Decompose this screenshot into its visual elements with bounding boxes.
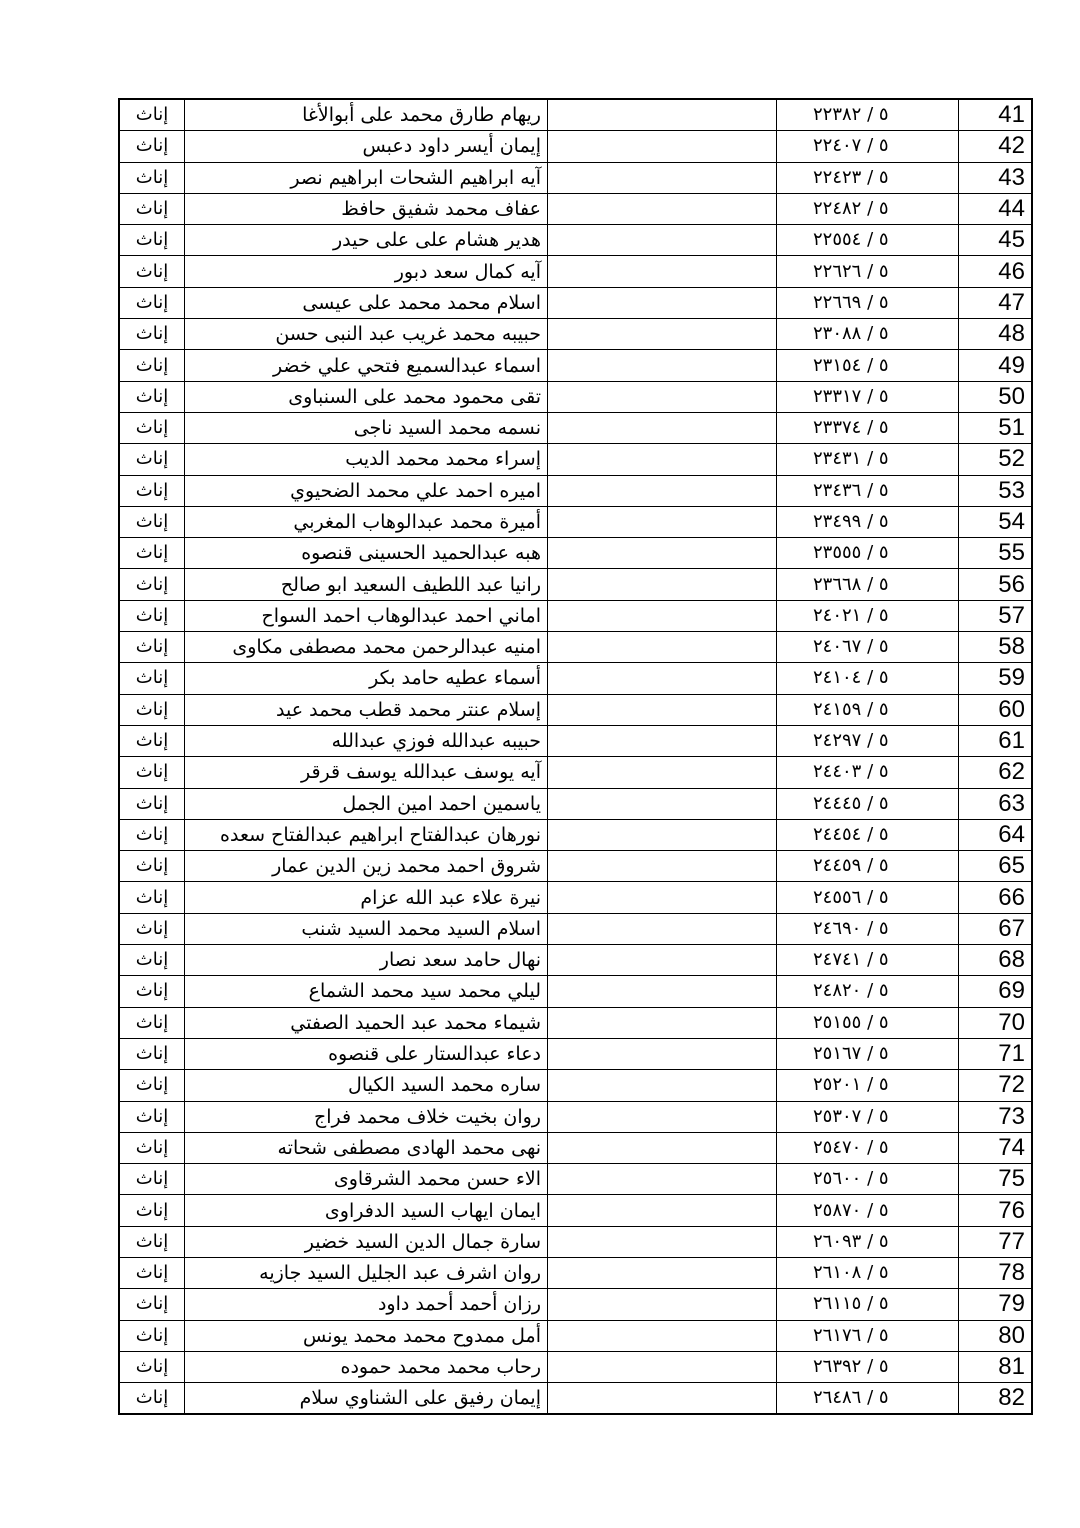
table-row [119,99,1032,131]
gender-cell: إناث [119,600,185,631]
code-cell: ٥ / ٢٦٣٩٢ [777,1351,959,1382]
table-row [119,1383,1032,1415]
row-number-cell: 45 [959,225,1033,256]
code-cell: ٥ / ٢٦١٧٦ [777,1320,959,1351]
gender-cell: إناث [119,1289,185,1320]
name-cell: أسماء عطيه حامد بكر [185,663,548,694]
blank-cell [548,1038,777,1069]
table-row [119,569,1032,600]
row-number-cell: 59 [959,663,1033,694]
gender-cell: إناث [119,945,185,976]
table-row [119,287,1032,318]
table-row [119,1289,1032,1320]
code-cell: ٥ / ٢٦٤٨٦ [777,1383,959,1415]
row-number-cell: 58 [959,632,1033,663]
code-cell: ٥ / ٢٣٥٥٥ [777,538,959,569]
table-row [119,976,1032,1007]
blank-cell [548,350,777,381]
name-cell: دعاء عبدالستار على قنصوه [185,1038,548,1069]
row-number-cell: 48 [959,319,1033,350]
code-cell: ٥ / ٢٣٣١٧ [777,381,959,412]
blank-cell [548,1351,777,1382]
code-cell: ٥ / ٢٢٦٦٩ [777,287,959,318]
row-number-cell: 54 [959,506,1033,537]
table-row [119,663,1032,694]
name-cell: الاء حسن محمد الشرقاوى [185,1164,548,1195]
gender-cell: إناث [119,225,185,256]
students-table [118,98,1033,1415]
blank-cell [548,976,777,1007]
name-cell: ياسمين احمد امين الجمل [185,788,548,819]
row-number-cell: 55 [959,538,1033,569]
gender-cell: إناث [119,131,185,162]
row-number-cell: 81 [959,1351,1033,1382]
gender-cell: إناث [119,913,185,944]
table-row [119,412,1032,443]
row-number-cell: 52 [959,444,1033,475]
blank-cell [548,1383,777,1415]
row-number-cell: 77 [959,1226,1033,1257]
gender-cell: إناث [119,694,185,725]
name-cell: نهال حامد سعد نصار [185,945,548,976]
code-cell: ٥ / ٢٤١٥٩ [777,694,959,725]
row-number-cell: 60 [959,694,1033,725]
code-cell: ٥ / ٢٢٤٠٧ [777,131,959,162]
name-cell: روان اشرف عبد الجليل السيد جازيه [185,1257,548,1288]
name-cell: اميره احمد علي محمد الضحيوي [185,475,548,506]
name-cell: إيمان رفيق على الشناوي سلام [185,1383,548,1415]
table-row [119,193,1032,224]
gender-cell: إناث [119,819,185,850]
blank-cell [548,632,777,663]
table-row [119,757,1032,788]
code-cell: ٥ / ٢٥٤٧٠ [777,1132,959,1163]
name-cell: ليلي محمد سيد محمد الشماع [185,976,548,1007]
blank-cell [548,600,777,631]
blank-cell [548,851,777,882]
code-cell: ٥ / ٢٢٦٢٦ [777,256,959,287]
code-cell: ٥ / ٢٤٢٩٧ [777,725,959,756]
table-row [119,913,1032,944]
row-number-cell: 43 [959,162,1033,193]
blank-cell [548,287,777,318]
code-cell: ٥ / ٢٤٥٥٦ [777,882,959,913]
students-table-body [119,99,1032,1414]
gender-cell: إناث [119,381,185,412]
row-number-cell: 41 [959,99,1033,131]
name-cell: إسلام عنتر محمد قطب محمد عيد [185,694,548,725]
name-cell: آيه يوسف عبدالله يوسف قرقر [185,757,548,788]
gender-cell: إناث [119,1164,185,1195]
row-number-cell: 71 [959,1038,1033,1069]
blank-cell [548,882,777,913]
code-cell: ٥ / ٢٤٤٥٩ [777,851,959,882]
row-number-cell: 61 [959,725,1033,756]
gender-cell: إناث [119,976,185,1007]
gender-cell: إناث [119,882,185,913]
blank-cell [548,945,777,976]
name-cell: نسمه محمد السيد ناجى [185,412,548,443]
gender-cell: إناث [119,1320,185,1351]
table-row [119,131,1032,162]
table-row [119,1164,1032,1195]
name-cell: عفاف محمد شفيق حافظ [185,193,548,224]
row-number-cell: 74 [959,1132,1033,1163]
code-cell: ٥ / ٢٦٠٩٣ [777,1226,959,1257]
row-number-cell: 68 [959,945,1033,976]
gender-cell: إناث [119,1351,185,1382]
table-row [119,851,1032,882]
blank-cell [548,1132,777,1163]
blank-cell [548,819,777,850]
table-row [119,1070,1032,1101]
code-cell: ٥ / ٢٣٤٩٩ [777,506,959,537]
row-number-cell: 64 [959,819,1033,850]
table-row [119,788,1032,819]
gender-cell: إناث [119,287,185,318]
row-number-cell: 79 [959,1289,1033,1320]
table-row [119,256,1032,287]
table-row [119,694,1032,725]
row-number-cell: 51 [959,412,1033,443]
row-number-cell: 70 [959,1007,1033,1038]
gender-cell: إناث [119,99,185,131]
name-cell: حبيبه عبدالله فوزي عبدالله [185,725,548,756]
gender-cell: إناث [119,1226,185,1257]
blank-cell [548,569,777,600]
code-cell: ٥ / ٢٥٦٠٠ [777,1164,959,1195]
gender-cell: إناث [119,851,185,882]
blank-cell [548,475,777,506]
code-cell: ٥ / ٢٥١٥٥ [777,1007,959,1038]
row-number-cell: 82 [959,1383,1033,1415]
gender-cell: إناث [119,663,185,694]
blank-cell [548,757,777,788]
code-cell: ٥ / ٢٣٠٨٨ [777,319,959,350]
gender-cell: إناث [119,1007,185,1038]
blank-cell [548,913,777,944]
gender-cell: إناث [119,475,185,506]
code-cell: ٥ / ٢٣١٥٤ [777,350,959,381]
table-row [119,319,1032,350]
row-number-cell: 56 [959,569,1033,600]
name-cell: أمل ممدوح محمد محمد يونس [185,1320,548,1351]
code-cell: ٥ / ٢٣٤٣١ [777,444,959,475]
table-row [119,475,1032,506]
code-cell: ٥ / ٢٥٨٧٠ [777,1195,959,1226]
gender-cell: إناث [119,569,185,600]
code-cell: ٥ / ٢٢٣٨٢ [777,99,959,131]
table-row [119,1226,1032,1257]
table-row [119,538,1032,569]
row-number-cell: 76 [959,1195,1033,1226]
name-cell: رزان أحمد أحمد داود [185,1289,548,1320]
name-cell: اسماء عبدالسميع فتحي علي خضر [185,350,548,381]
table-row [119,1038,1032,1069]
blank-cell [548,1257,777,1288]
row-number-cell: 49 [959,350,1033,381]
blank-cell [548,1195,777,1226]
name-cell: اسلام السيد محمد السيد شنب [185,913,548,944]
table-row [119,725,1032,756]
code-cell: ٥ / ٢٦١٠٨ [777,1257,959,1288]
blank-cell [548,538,777,569]
blank-cell [548,694,777,725]
table-row [119,945,1032,976]
blank-cell [548,506,777,537]
name-cell: شيماء محمد عبد الحميد الصفتي [185,1007,548,1038]
code-cell: ٥ / ٢٤٧٤١ [777,945,959,976]
name-cell: رانيا عبد اللطيف السعيد ابو صالح [185,569,548,600]
code-cell: ٥ / ٢٥٣٠٧ [777,1101,959,1132]
row-number-cell: 78 [959,1257,1033,1288]
blank-cell [548,1007,777,1038]
blank-cell [548,725,777,756]
row-number-cell: 72 [959,1070,1033,1101]
gender-cell: إناث [119,193,185,224]
gender-cell: إناث [119,1383,185,1415]
gender-cell: إناث [119,350,185,381]
code-cell: ٥ / ٢٦١١٥ [777,1289,959,1320]
code-cell: ٥ / ٢٤١٠٤ [777,663,959,694]
code-cell: ٥ / ٢٣٣٧٤ [777,412,959,443]
code-cell: ٥ / ٢٤٤٤٥ [777,788,959,819]
row-number-cell: 66 [959,882,1033,913]
row-number-cell: 65 [959,851,1033,882]
name-cell: آيه ابراهيم الشحات ابراهيم نصر [185,162,548,193]
code-cell: ٥ / ٢٤٠٢١ [777,600,959,631]
gender-cell: إناث [119,788,185,819]
name-cell: شروق احمد محمد زين الدين عمار [185,851,548,882]
blank-cell [548,381,777,412]
name-cell: ايمان ايهاب السيد الدفراوى [185,1195,548,1226]
blank-cell [548,788,777,819]
name-cell: حبيبه محمد غريب عبد النبى حسن [185,319,548,350]
code-cell: ٥ / ٢٣٤٣٦ [777,475,959,506]
gender-cell: إناث [119,162,185,193]
table-row [119,882,1032,913]
blank-cell [548,1101,777,1132]
row-number-cell: 57 [959,600,1033,631]
table-row [119,444,1032,475]
table-row [119,632,1032,663]
row-number-cell: 75 [959,1164,1033,1195]
blank-cell [548,663,777,694]
code-cell: ٥ / ٢٤٦٩٠ [777,913,959,944]
blank-cell [548,1320,777,1351]
table-row [119,1132,1032,1163]
code-cell: ٥ / ٢٢٤٢٣ [777,162,959,193]
blank-cell [548,225,777,256]
gender-cell: إناث [119,538,185,569]
gender-cell: إناث [119,1038,185,1069]
row-number-cell: 63 [959,788,1033,819]
gender-cell: إناث [119,757,185,788]
row-number-cell: 50 [959,381,1033,412]
table-row [119,1195,1032,1226]
name-cell: هدير هشام على على حيدر [185,225,548,256]
name-cell: نيرة علاء عبد الله عزام [185,882,548,913]
row-number-cell: 69 [959,976,1033,1007]
gender-cell: إناث [119,444,185,475]
name-cell: إسراء محمد محمد الديب [185,444,548,475]
name-cell: رحاب محمد محمد حموده [185,1351,548,1382]
code-cell: ٥ / ٢٤٤٠٣ [777,757,959,788]
gender-cell: إناث [119,319,185,350]
blank-cell [548,444,777,475]
blank-cell [548,99,777,131]
table-row [119,1101,1032,1132]
code-cell: ٥ / ٢٤٤٥٤ [777,819,959,850]
blank-cell [548,131,777,162]
gender-cell: إناث [119,506,185,537]
name-cell: هبه عبدالحميد الحسينى قنصوه [185,538,548,569]
name-cell: اماني احمد عبدالوهاب احمد السواح [185,600,548,631]
table-row [119,1257,1032,1288]
gender-cell: إناث [119,725,185,756]
name-cell: نهى محمد الهادى مصطفى شحاته [185,1132,548,1163]
row-number-cell: 53 [959,475,1033,506]
blank-cell [548,319,777,350]
gender-cell: إناث [119,1070,185,1101]
blank-cell [548,193,777,224]
gender-cell: إناث [119,1132,185,1163]
name-cell: روان بخيت خلاف محمد فراج [185,1101,548,1132]
blank-cell [548,412,777,443]
gender-cell: إناث [119,412,185,443]
gender-cell: إناث [119,632,185,663]
code-cell: ٥ / ٢٤٠٦٧ [777,632,959,663]
blank-cell [548,1164,777,1195]
blank-cell [548,1226,777,1257]
row-number-cell: 47 [959,287,1033,318]
name-cell: أميرة محمد عبدالوهاب المغربي [185,506,548,537]
row-number-cell: 44 [959,193,1033,224]
code-cell: ٥ / ٢٢٤٨٢ [777,193,959,224]
row-number-cell: 62 [959,757,1033,788]
blank-cell [548,256,777,287]
code-cell: ٥ / ٢٢٥٥٤ [777,225,959,256]
name-cell: تقى محمود محمد على السنباوى [185,381,548,412]
row-number-cell: 67 [959,913,1033,944]
name-cell: ساره محمد السيد الكيال [185,1070,548,1101]
table-row [119,162,1032,193]
table-row [119,600,1032,631]
table-row [119,506,1032,537]
blank-cell [548,1070,777,1101]
row-number-cell: 80 [959,1320,1033,1351]
name-cell: آيه كمال سعد دبور [185,256,548,287]
gender-cell: إناث [119,1101,185,1132]
table-row [119,819,1032,850]
row-number-cell: 46 [959,256,1033,287]
name-cell: اسلام محمد محمد على عيسى [185,287,548,318]
table-row [119,1320,1032,1351]
gender-cell: إناث [119,1257,185,1288]
row-number-cell: 73 [959,1101,1033,1132]
gender-cell: إناث [119,1195,185,1226]
row-number-cell: 42 [959,131,1033,162]
table-row [119,1007,1032,1038]
blank-cell [548,1289,777,1320]
table-row [119,350,1032,381]
name-cell: سارة جمال الدين السيد خضير [185,1226,548,1257]
table-row [119,1351,1032,1382]
name-cell: إيمان أيسر داود دعبس [185,131,548,162]
name-cell: ريهام طارق محمد على أبوالأغا [185,99,548,131]
name-cell: امنيه عبدالرحمن محمد مصطفى مكاوى [185,632,548,663]
code-cell: ٥ / ٢٥٢٠١ [777,1070,959,1101]
table-row [119,225,1032,256]
blank-cell [548,162,777,193]
gender-cell: إناث [119,256,185,287]
code-cell: ٥ / ٢٤٨٢٠ [777,976,959,1007]
code-cell: ٥ / ٢٥١٦٧ [777,1038,959,1069]
table-row [119,381,1032,412]
name-cell: نورهان عبدالفتاح ابراهيم عبدالفتاح سعده [185,819,548,850]
code-cell: ٥ / ٢٣٦٦٨ [777,569,959,600]
